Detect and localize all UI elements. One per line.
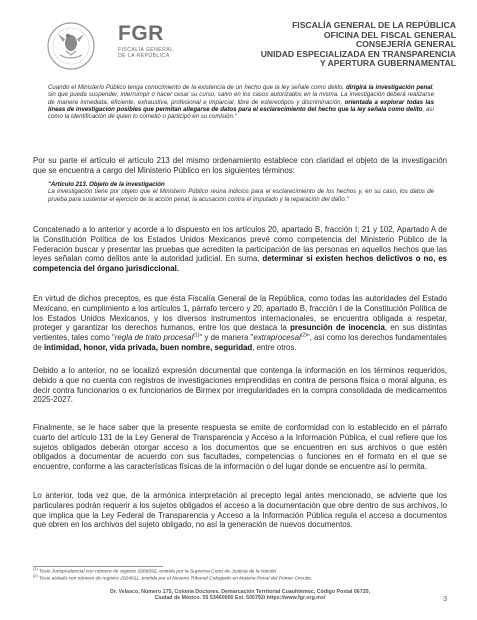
quote-text: , así como la identificación de quien lo cometió o participó en su comisión.": [48, 105, 434, 121]
institution-line: OFICINA DEL FISCAL GENERAL: [323, 29, 456, 40]
footnote-mark: (2): [33, 574, 38, 578]
paragraph-no-records: Debido a lo anterior, no se localizó expresión documental que contenga la información en los términos requeridos, debido a que no cuenta con registros de investigaciones emprendidas en contra de persona física o moral alguna, es decir contra funcionarios o ex funcionarios de Birmex por irregularidades en la compra consolidada de medicamentos 2025-2027.: [33, 366, 447, 405]
brand-subtitle-line: FISCALÍA GENERAL: [118, 47, 174, 53]
quote-text: , sin que pueda suspender, interrumpir o hacer cesar su curso, salvo en los casos autorizados en la misma. La investigación deberá realizarse de manera inmediata, eficiente, exhaustiva, profesional e imparcial, libre de estereotipos y discriminación,: [48, 84, 434, 106]
footnote-ref: (1): [193, 332, 200, 339]
paragraph-bold: presunción de inocencia: [290, 323, 385, 333]
paragraph-article-213-intro: Por su parte el artículo el artículo 213 del mismo ordenamiento establece con claridad el objeto de la investigación que se encuentra a cargo del Ministerio Público en los siguientes términos:: [33, 156, 447, 175]
footnote-ref: (2): [300, 332, 307, 339]
institution-header: [226, 21, 456, 69]
institution-line: Y APERTURA GUBERNAMENTAL: [319, 58, 456, 69]
paragraph-interpretation: Lo anterior, toda vez que, de la armónica interpretación al precepto legal antes mencionado, se advierte que los particulares podrán requerir a los sujetos obligados el acceso a la documentación que obre dentro de sus archivos, lo que implica que la Ley Federal de Transparencia y Acceso a la Información Pública regula el acceso a documentos que obren en los archivos del sujeto obligado, no así la generación de nuevos documentos.: [33, 491, 447, 530]
page-footer: [40, 589, 440, 602]
quote-body: La investigación tiene por objeto que el Ministerio Público reúna indicios para el esclarecimiento de los hechos y, en su caso, los datos de prueba para sustentar el ejercicio de la acción penal, la acusación contra el imputado y la reparación del daño.": [48, 188, 434, 203]
page-number: 3: [443, 596, 447, 603]
quote-text: Cuando el Ministerio Público tenga conocimiento de la existencia de un hecho que la ley señale como delito,: [48, 84, 347, 91]
paragraph-italic: extraprocesal: [253, 333, 301, 343]
quote-article-212: [48, 84, 434, 120]
footer-address: Dr. Velasco, Número 175, Colonia Doctores, Demarcación Territorial Cuauhtémoc, Código Postal 06720,: [109, 589, 371, 595]
footnote-divider: [33, 566, 163, 567]
paragraph-bold: intimidad, honor, vida privada, buen nombre, seguridad: [43, 342, 253, 352]
fgr-logo: [118, 24, 208, 60]
quote-bold: orientada a explorar todas las líneas de investigación posibles que permitan allegarse de datos para el esclarecimiento del hecho que la ley señala como delito: [48, 98, 434, 113]
paragraph-text: En virtud de dichos preceptos, es que ésta Fiscalía General de la República, como todas las autoridades del Estado Mexicano, en cumplimiento a los artículos 1, párrafo tercero y 20, apartado B, fracción I de la Constitución Política de los Estados Unidos Mexicanos, y los diversos instrumentos internacionales, se encuentra obligada a respetar, proteger y garantizar los derechos humanos, entre los que destaca la: [33, 294, 447, 333]
footer-contact: Ciudad de México. 55 53460000 Ext. 505792/ https://www.fgr.org.mx/: [154, 595, 326, 602]
paragraph-constitutional-basis: [33, 225, 447, 274]
footnote: [33, 569, 447, 576]
quote-bold: dirigirá la investigación penal: [346, 84, 433, 91]
quote-article-213: [48, 181, 434, 203]
paragraph-text: Concatenado a lo anterior y acorde a lo dispuesto en los artículos 20, apartado B, fracción I; 21 y 102, Apartado A de la Constitución Política de los Estados Unidos Mexicanos prevé como competencia del Ministerio Público de la Federación buscar y presentar las pruebas que acrediten la participación de las personas en aquellos hechos que las leyes señalan como delitos ante la autoridad judicial. En suma,: [33, 225, 447, 264]
mexico-coat-of-arms-icon: [46, 21, 96, 71]
paragraph-text: ", así como los derechos fundamentales de: [33, 333, 447, 352]
institution-line: UNIDAD ESPECIALIZADA EN TRANSPARENCIA: [260, 48, 456, 59]
paragraph-legal-basis: Finalmente, se le hace saber que la presente respuesta se emite de conformidad con lo establecido en el párrafo cuarto del artículo 131 de la Ley General de Transparencia y Acceso a la Información Pública, el cual refiere que los sujetos obligados deberán otorgar acceso a los documentos que se encuentren en sus archivos o que estén obligados a documentar de acuerdo con sus facultades, competencias o funciones en el formato en el que se encuentre, conforme a las características físicas de la información o del lugar donde se encuentre así lo permita.: [33, 423, 447, 472]
paragraph-text: , en sus distintas vertientes, tales como ": [33, 323, 447, 343]
paragraph-italic: regla de trato procesal: [114, 333, 194, 343]
institution-line: CONSEJERÍA GENERAL: [356, 39, 456, 50]
footnote-mark: (1): [33, 567, 38, 571]
paragraph-presumption-innocence: [33, 294, 447, 353]
paragraph-bold: determinar si existen hechos delictivos o no, es competencia del órgano jurisdiccional.: [33, 254, 448, 274]
paragraph-text: " y de manera ": [199, 333, 254, 343]
brand-subtitle: [118, 47, 208, 60]
footnote: [33, 576, 447, 583]
paragraph-text: , entre otros.: [252, 342, 297, 352]
quote-title: "Artículo 213. Objeto de la investigación: [48, 181, 165, 188]
footnote-text: Tesis aislada con número de registro 2024811, emitida por el Noveno Tribunal Colegiado en Materia Penal del Primer Circuito.: [37, 576, 313, 582]
footnote-text: Tesis Jurisprudencial con número de registro 2006092, emitida por la Suprema Corte de Justicia de la Nación.: [37, 569, 278, 575]
institution-line: FISCALÍA GENERAL DE LA REPÚBLICA: [292, 20, 456, 30]
brand-subtitle-line: DE LA REPÚBLICA: [118, 53, 170, 60]
brand-name: FGR: [118, 22, 164, 45]
